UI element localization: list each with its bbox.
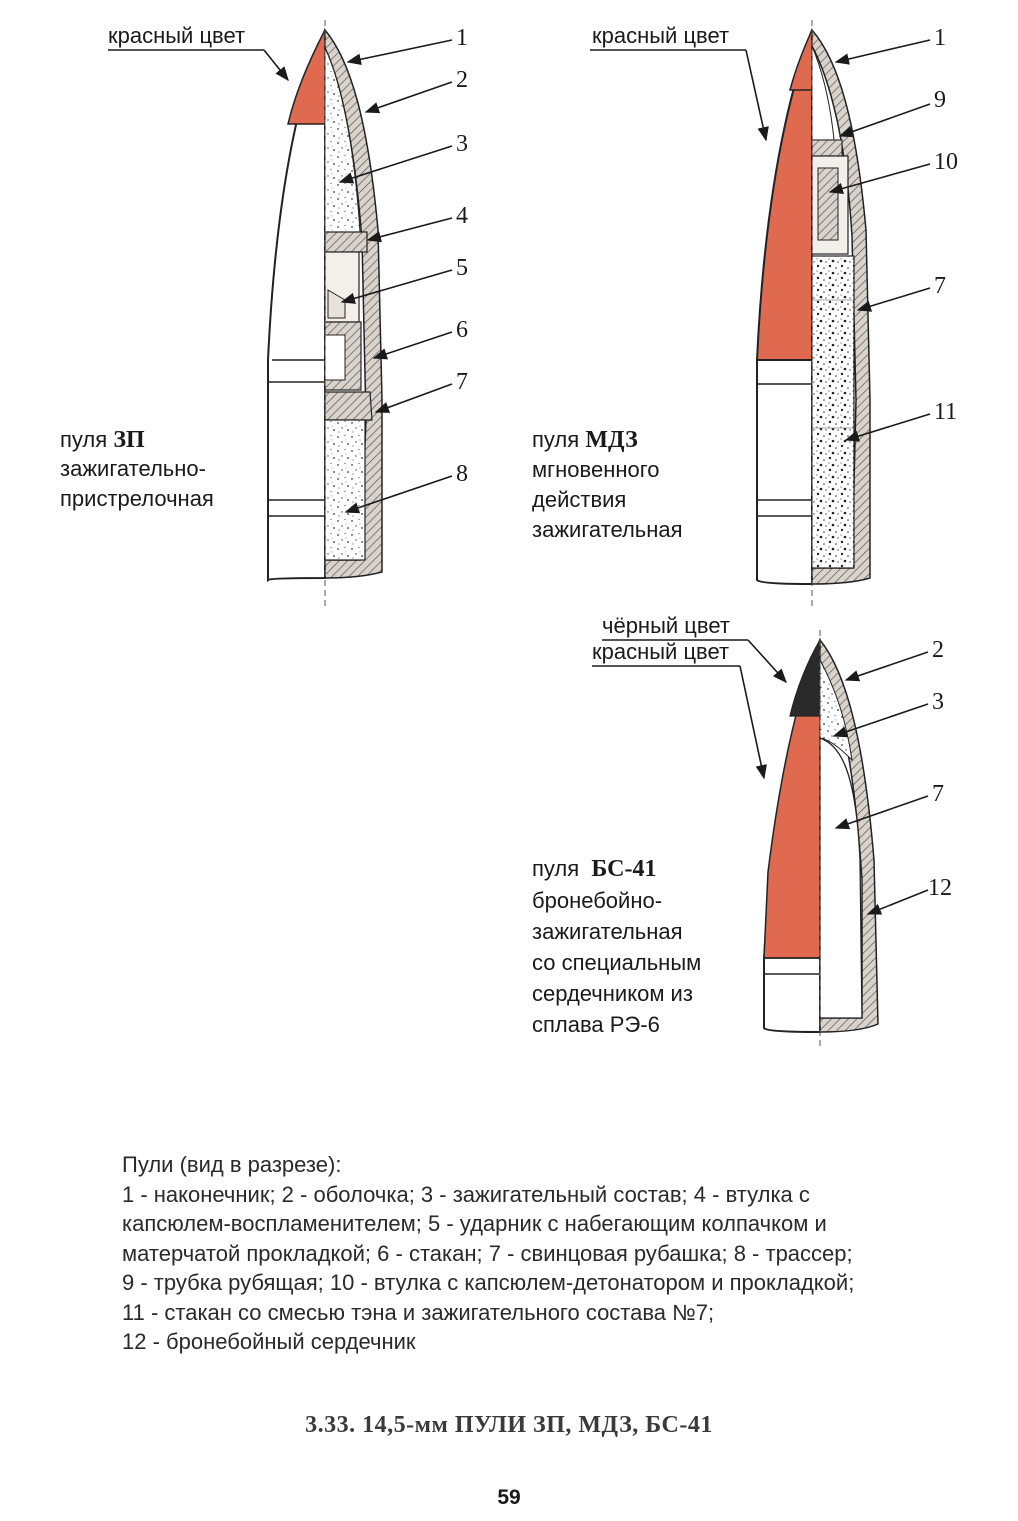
page-number: 59 <box>497 1486 521 1509</box>
bullet-mdz <box>757 20 870 610</box>
bs41-name-code: БС-41 <box>591 856 657 882</box>
bullet-bs41 <box>764 630 878 1050</box>
zp-name <box>60 427 145 453</box>
bs41-desc-line-2: зажигательная <box>532 919 683 944</box>
mdz-tip <box>790 30 812 90</box>
bs41-desc-line-4: сердечником из <box>532 981 693 1006</box>
bs41-name-prefix: пуля <box>532 856 580 881</box>
legend-line-5: 11 - стакан со смесью тэна и зажигательного состава №7; <box>122 1299 715 1325</box>
mdz-lower-body <box>757 360 812 584</box>
zp-callout-7: 7 <box>456 369 468 395</box>
mdz-callout-7: 7 <box>934 273 946 299</box>
mdz-callout-10: 10 <box>934 149 958 175</box>
mdz-chopping-tube <box>812 140 842 156</box>
zp-callout-3: 3 <box>456 131 468 157</box>
legend-line-6: 12 - бронебойный сердечник <box>122 1329 416 1354</box>
mdz-desc-line-1: мгновенного <box>532 457 660 482</box>
zp-red-tip <box>288 30 325 124</box>
zp-desc-line-1: зажигательно- <box>60 456 206 481</box>
figure-caption: 3.33. 14,5-мм ПУЛИ ЗП, МДЗ, БС-41 <box>305 1412 713 1438</box>
bs41-desc-line-5: сплава РЭ-6 <box>532 1012 660 1037</box>
bs41-desc-line-1: бронебойно- <box>532 888 663 913</box>
legend-line-3: матерчатой прокладкой; 6 - стакан; 7 - свинцовая рубашка; 8 - трассер; <box>122 1240 853 1266</box>
bs41-red-label: красный цвет <box>592 639 730 664</box>
bs41-callout-2: 2 <box>932 637 944 663</box>
bs41-black-label: чёрный цвет <box>602 613 730 638</box>
mdz-name-code: МДЗ <box>585 427 638 453</box>
zp-desc-line-2: пристрелочная <box>60 486 214 511</box>
mdz-callout-11: 11 <box>934 399 958 425</box>
zp-sleeve <box>325 232 367 252</box>
zp-separator <box>325 392 372 420</box>
bs41-name <box>532 856 656 882</box>
mdz-ten-mixture <box>812 256 854 568</box>
bs41-callout-3: 3 <box>932 689 944 715</box>
zp-name-prefix: пуля <box>60 427 108 452</box>
bullet-zp <box>268 20 382 610</box>
mdz-callout-1: 1 <box>934 25 946 51</box>
zp-callout-1: 1 <box>456 25 468 51</box>
bs41-callout-12: 12 <box>928 875 952 901</box>
legend-line-4: 9 - трубка рубящая; 10 - втулка с капсюлем-детонатором и прокладкой; <box>122 1270 855 1295</box>
zp-callout-5: 5 <box>456 255 468 281</box>
mdz-color-label: красный цвет <box>592 23 730 48</box>
mdz-callout-9: 9 <box>934 87 946 113</box>
legend <box>122 1150 982 1357</box>
zp-tracer <box>325 420 365 560</box>
zp-name-code: ЗП <box>113 427 145 453</box>
mdz-name <box>532 427 638 453</box>
bs41-callout-7: 7 <box>932 781 944 807</box>
zp-callout-4: 4 <box>456 203 468 229</box>
mdz-desc-line-2: действия <box>532 487 627 512</box>
mdz-name-prefix: пуля <box>532 427 580 452</box>
legend-title: Пули (вид в разрезе): <box>122 1152 342 1177</box>
bs41-black-tip <box>790 640 820 716</box>
zp-callout-6: 6 <box>456 317 468 343</box>
legend-line-2: капсюлем-воспламенителем; 5 - ударник с набегающим колпачком и <box>122 1211 827 1236</box>
bs41-desc-line-3: со специальным <box>532 950 702 975</box>
legend-line-1: 1 - наконечник; 2 - оболочка; 3 - зажигательный состав; 4 - втулка с <box>122 1181 810 1207</box>
mdz-desc-line-3: зажигательная <box>532 517 683 542</box>
zp-color-label: красный цвет <box>108 23 246 48</box>
zp-callout-2: 2 <box>456 67 468 93</box>
zp-callout-8: 8 <box>456 461 468 487</box>
